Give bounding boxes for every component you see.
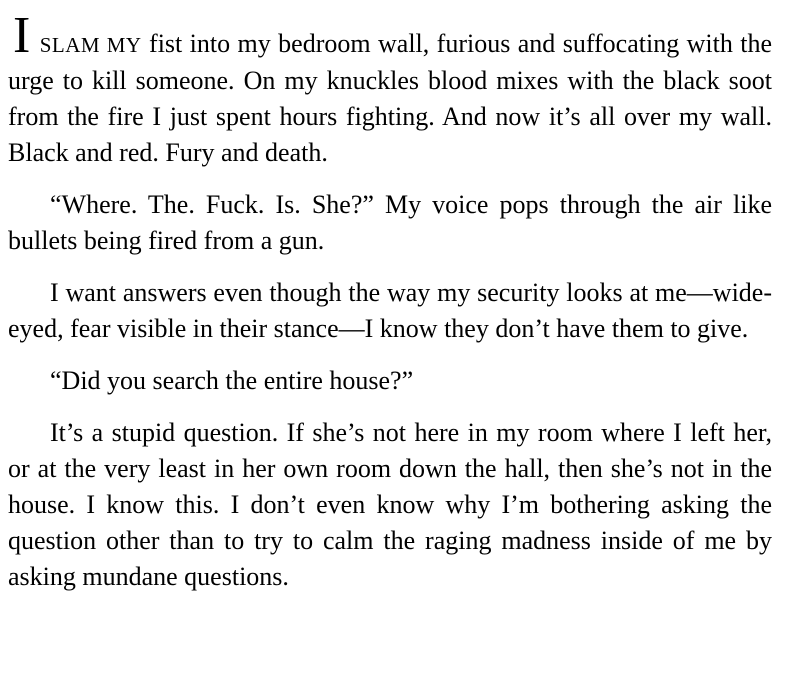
paragraph: “Did you search the entire house?” bbox=[50, 366, 414, 395]
small-caps-lead: SLAM MY bbox=[39, 33, 142, 57]
paragraph: “Where. The. Fuck. Is. She?” My voice pops through the air like bullets being fired from a gun. bbox=[8, 190, 772, 255]
paragraph-text: fist into my bedroom wall, furious and suffocating with the urge to kill someone. On my knuckles blood mixes with the black soot from the fire I just spent hours fighting. And now it’s all over my wall. Black and red. Fury and death. bbox=[8, 29, 773, 167]
paragraph-opening bbox=[8, 7, 773, 171]
paragraphs-container bbox=[8, 187, 772, 595]
paragraph: It’s a stupid question. If she’s not here in my room where I left her, or at the very least in her own room down the hall, then she’s not in the house. I know this. I don’t even know why I’m bothering asking the question other than to try to calm the raging madness inside of me by asking mundane questions. bbox=[8, 418, 772, 591]
drop-cap-initial: I bbox=[13, 7, 31, 64]
paragraph: I want answers even though the way my security looks at me—wide-eyed, fear visible in their stance—I know they don’t have them to give. bbox=[8, 278, 772, 343]
